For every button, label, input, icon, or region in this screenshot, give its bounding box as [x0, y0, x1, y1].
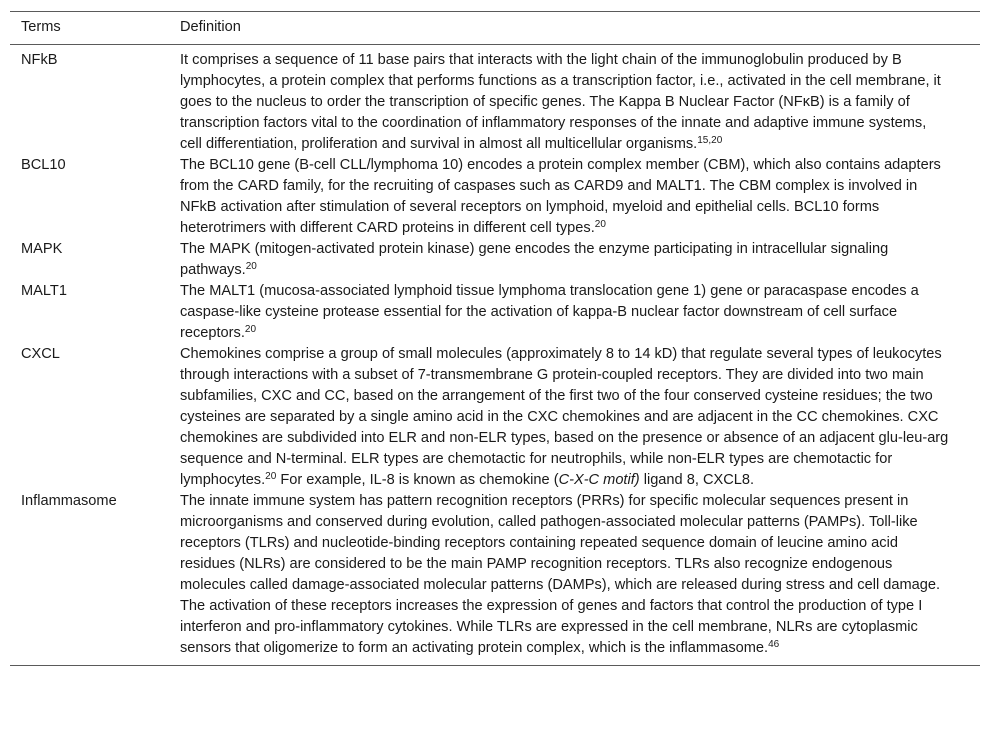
reference-superscript: 20 [265, 471, 277, 482]
italic-motif-name: C-X-C [558, 472, 600, 488]
terms-table-container [10, 11, 980, 666]
table-body [10, 45, 980, 666]
reference-superscript: 20 [245, 261, 257, 272]
table-header [10, 12, 980, 45]
reference-superscript: 20 [594, 219, 606, 230]
terms-definitions-table [10, 11, 980, 666]
term-cell: MALT1 [21, 283, 67, 299]
definition-text-continued: For example, IL-8 is known as chemokine ( [276, 472, 559, 488]
table-row-bcl10 [10, 155, 980, 239]
definition-cell [169, 155, 980, 239]
definition-text-tail: ligand 8, CXCL8. [639, 472, 755, 488]
definition-cell [169, 491, 980, 666]
definition-cell [169, 239, 980, 281]
header-definition: Definition [169, 12, 980, 45]
reference-superscript: 46 [768, 639, 780, 650]
term-cell: CXCL [21, 346, 60, 362]
table-row-nfkb [10, 45, 980, 156]
table-row-inflammasome [10, 491, 980, 666]
definition-text: The BCL10 gene (B-cell CLL/lymphoma 10) encodes a protein complex member (CBM), which also contains adapters from the CARD family, for the recruiting of caspases such as CARD9 and MALT1. The CBM complex is involved in NFkB activation after stimulation of several receptors on lymphoid, myeloid and epithelial cells. BCL10 forms heterotrimers with different CARD proteins in different cell types. [180, 157, 941, 236]
header-terms: Terms [10, 12, 169, 45]
term-cell: Inflammasome [10, 491, 169, 666]
definition-cell [169, 344, 980, 491]
table-row-malt1 [10, 281, 980, 344]
reference-superscript: 20 [244, 324, 257, 335]
term-cell: BCL10 [21, 157, 66, 173]
definition-cell [169, 281, 980, 344]
table-row-cxcl [10, 344, 980, 491]
definition-text: It comprises a sequence of 11 base pairs that interacts with the light chain of the immunoglobulin produced by B lymphocytes, a protein complex that performs functions as a transcription factor, i.e., activated in the cell membrane, it goes to the nucleus to order the transcription of specific genes. The Kappa B Nuclear Factor (NFκB) is a family of transcription factors vital to the coordination of inflammatory responses of the innate and adaptive immune systems, cell differentiation, proliferation and survival in almost all multicellular organisms. [180, 52, 941, 152]
table-row-mapk [10, 239, 980, 281]
term-cell: NFkB [21, 52, 58, 68]
term-cell: MAPK [21, 241, 63, 257]
definition-text: The innate immune system has pattern recognition receptors (PRRs) for specific molecular sequences present in microorganisms and conserved during evolution, called pathogen-associated molecular patterns (PAMPs). Toll-like receptors (TLRs) and nucleotide-binding receptors containing repeated sequence domain of leucine amino acid residues (NLRs) are considered to be the main PAMP recognition receptors. TLRs also recognize endogenous molecules called damage-associated molecular patterns (DAMPs), which are released during stress and cell damage. The activation of these receptors increases the expression of genes and factors that control the production of type I interferon and pro-inflammatory cytokines. While TLRs are expressed in the cell membrane, NLRs are cytoplasmic sensors that oligomerize to form an activating protein complex, which is the inflammasome. [180, 493, 941, 656]
reference-superscript: 15,20 [697, 135, 723, 146]
definition-text: The MALT1 (mucosa-associated lymphoid tissue lymphoma translocation gene 1) gene or paracaspase encodes a caspase-like cysteine protease essential for the activation of kappa-B nuclear factor downstream of cell surface receptors. [180, 283, 919, 341]
header-row [10, 12, 980, 45]
italic-motif-suffix: motif) [599, 472, 640, 488]
definition-cell [169, 45, 980, 156]
definition-text: Chemokines comprise a group of small molecules (approximately 8 to 14 kD) that regulate several types of leukocytes through interactions with a subset of 7-transmembrane G protein-coupled receptors. They are divided into two main subfamilies, CXC and CC, based on the arrangement of the first two of the four conserved cysteine residues; the two cysteines are separated by a single amino acid in the CXC chemokines and are adjacent in the CC chemokines. CXC chemokines are subdivided into ELR and non-ELR types, based on the presence or absence of an adjacent glu-leu-arg sequence and N-terminal. ELR types are chemotactic for neutrophils, while non-ELR types are chemotactic for lymphocytes. [180, 346, 949, 488]
definition-text: The MAPK (mitogen-activated protein kinase) gene encodes the enzyme participating in intracellular signaling pathways. [180, 241, 889, 278]
